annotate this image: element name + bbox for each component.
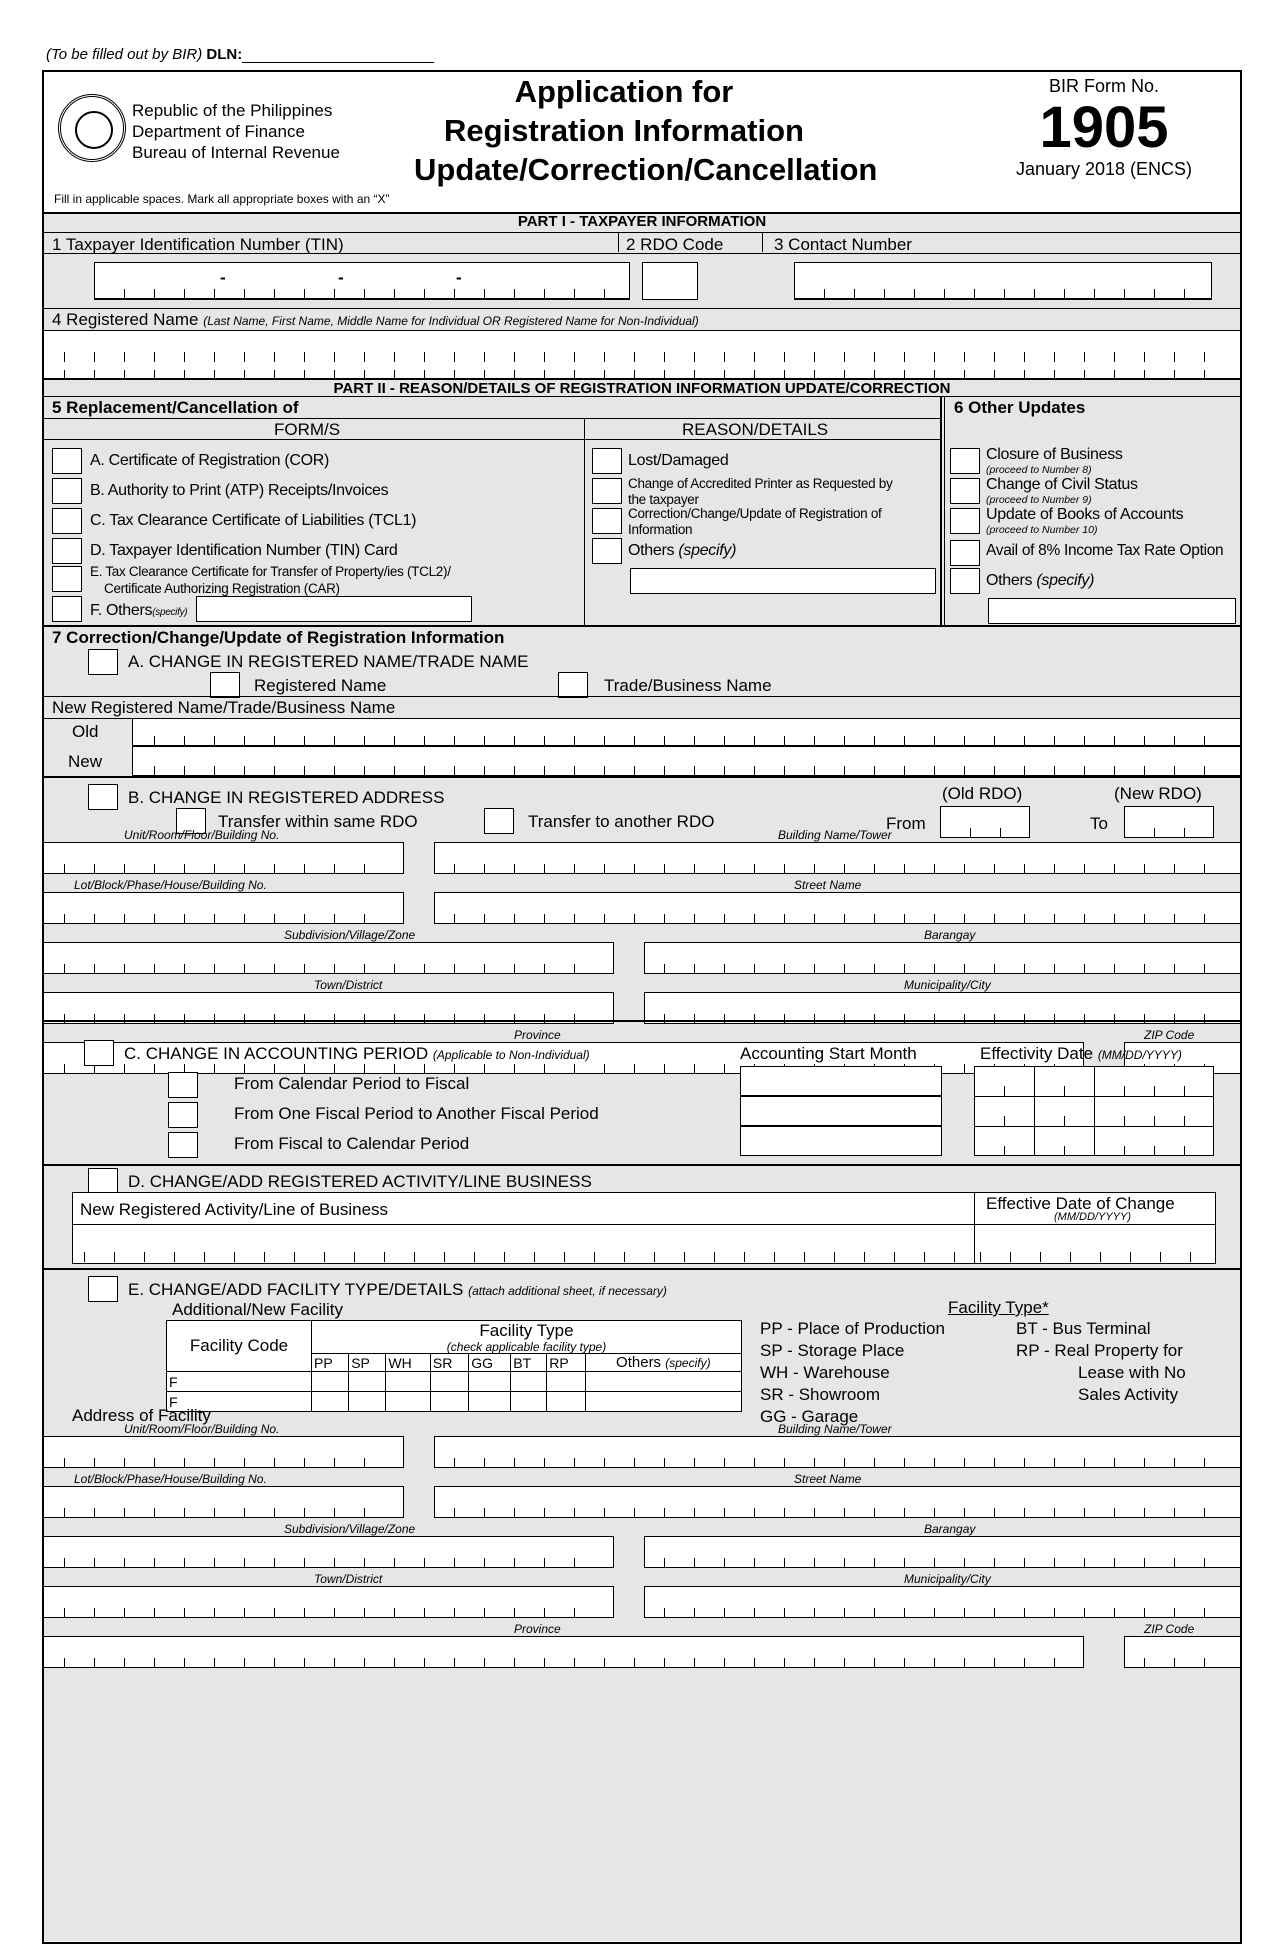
effectivity-date-label: Effectivity Date (MM/DD/YYYY) [980, 1044, 1182, 1063]
closure-note: (proceed to Number 8) [986, 464, 1092, 476]
books-note: (proceed to Number 10) [986, 524, 1098, 536]
reason-others-checkbox[interactable] [592, 538, 622, 564]
agency-line: Bureau of Internal Revenue [132, 143, 340, 162]
start-month-input-3[interactable] [740, 1126, 942, 1156]
facility-legend-left: PP - Place of Production SP - Storage Place WH - Warehouse SR - Showroom GG - Garage [760, 1319, 945, 1426]
tin-dash: - [220, 268, 226, 287]
change-name-title: A. CHANGE IN REGISTERED NAME/TRADE NAME [128, 652, 529, 671]
registered-address-town-label: Town/District [314, 978, 383, 992]
facility-row[interactable] [167, 1372, 742, 1392]
form-number: 1905 [1039, 95, 1169, 160]
books-checkbox[interactable] [950, 508, 980, 534]
other-updates-label: Others (specify) [986, 572, 1095, 589]
facility-legend-title: Facility Type* [948, 1298, 1049, 1317]
start-month-input-1[interactable] [740, 1066, 942, 1096]
registered-address-zip-label: ZIP Code [1144, 1028, 1195, 1042]
agency-block [132, 100, 340, 163]
form-f-specify-input[interactable] [196, 596, 472, 622]
facility-address-ticks [1144, 1658, 1230, 1668]
registered-name-checkbox[interactable] [210, 672, 240, 698]
eight-percent-checkbox[interactable] [950, 540, 980, 566]
form-a-label: A. Certificate of Registration (COR) [90, 452, 330, 469]
facility-type-header: Facility Type (check applicable facility type) [312, 1321, 742, 1354]
change-name-checkbox[interactable] [88, 649, 118, 675]
contact-ticks [794, 289, 1212, 299]
title-line: Registration Information [444, 113, 804, 148]
col-rp: RP [547, 1354, 585, 1372]
registered-address-street-label: Street Name [794, 878, 862, 892]
reason-header: REASON/DETAILS [682, 420, 829, 439]
facility-address-ticks [64, 1558, 604, 1568]
form-d-checkbox[interactable] [52, 538, 82, 564]
facility-address-municipality-label: Municipality/City [904, 1572, 991, 1586]
calendar-to-fiscal-label: From Calendar Period to Fiscal [234, 1074, 470, 1093]
registered-address-ticks [64, 914, 394, 924]
agency-line: Department of Finance [132, 122, 305, 141]
registered-address-unit-label: Unit/Room/Floor/Building No. [124, 828, 280, 842]
reason-printer-label-2: the taxpayer [628, 492, 699, 507]
registered-name-label: 4 Registered Name (Last Name, First Name, Middle Name for Individual OR Registered Name for Non-Individual) [52, 310, 699, 329]
form-version: January 2018 (ENCS) [1015, 159, 1193, 179]
reason-correction-label-2: Information [628, 522, 693, 537]
change-accounting-checkbox[interactable] [84, 1040, 114, 1066]
col-wh: WH [386, 1354, 430, 1372]
facility-address-ticks [454, 1508, 1230, 1518]
from-rdo-label: From [886, 814, 926, 833]
reason-lost-label: Lost/Damaged [628, 452, 729, 469]
registered-address-ticks [64, 1014, 604, 1024]
section5-title: 5 Replacement/Cancellation of [52, 398, 299, 417]
bir-seal-icon [58, 94, 126, 162]
effective-change-format: (MM/DD/YYYY) [1054, 1211, 1131, 1223]
facility-address-zip-label: ZIP Code [1144, 1622, 1195, 1636]
forms-header: FORM/S [274, 420, 341, 439]
facility-legend-right: BT - Bus Terminal RP - Real Property for Lease with No Sales Activity [1016, 1319, 1186, 1404]
registered-address-ticks [454, 914, 1230, 924]
facility-address-ticks [64, 1608, 604, 1618]
start-month-input-2[interactable] [740, 1096, 942, 1126]
registered-address-ticks [664, 964, 1230, 974]
fiscal-to-fiscal-label: From One Fiscal Period to Another Fiscal Period [234, 1104, 599, 1123]
facility-address-unit-label: Unit/Room/Floor/Building No. [124, 1422, 280, 1436]
rdo-label: 2 RDO Code [626, 235, 724, 254]
facility-address-province-label: Province [514, 1622, 561, 1636]
change-activity-checkbox[interactable] [88, 1168, 118, 1194]
fiscal-to-calendar-checkbox[interactable] [168, 1132, 198, 1158]
section6-title: 6 Other Updates [954, 398, 1086, 417]
facility-address-street-label: Street Name [794, 1472, 862, 1486]
change-accounting-title: C. CHANGE IN ACCOUNTING PERIOD (Applicable to Non-Individual) [124, 1044, 590, 1063]
facility-address-lot-label: Lot/Block/Phase/House/Building No. [74, 1472, 267, 1486]
facility-code-prefix: F [167, 1372, 312, 1392]
new-activity-input[interactable] [84, 1252, 964, 1262]
effective-change-input[interactable] [980, 1252, 1210, 1262]
change-address-title: B. CHANGE IN REGISTERED ADDRESS [128, 788, 445, 807]
tin-label: 1 Taxpayer Identification Number (TIN) [52, 235, 344, 254]
books-label: Update of Books of Accounts [986, 506, 1184, 523]
rdo-code-input[interactable] [642, 262, 698, 300]
registered-address-municipality-label: Municipality/City [904, 978, 991, 992]
new-rdo-label: (New RDO) [1114, 784, 1202, 803]
transfer-another-checkbox[interactable] [484, 808, 514, 834]
title-line: Application for [514, 74, 734, 109]
col-sr: SR [430, 1354, 468, 1372]
registered-address-ticks [664, 1014, 1230, 1024]
facility-code-prefix: F [167, 1392, 312, 1412]
form-f-label: F. Others(specify) [90, 602, 188, 619]
facility-address-ticks [64, 1458, 394, 1468]
reason-others-label: Others (specify) [628, 542, 737, 559]
registered-address-ticks [454, 864, 1230, 874]
facility-address-ticks [664, 1558, 1230, 1568]
old-rdo-label: (Old RDO) [942, 784, 1023, 803]
form-e-label: E. Tax Clearance Certificate for Transfer of Property/ies (TCL2)/ [90, 564, 451, 579]
closure-label: Closure of Business [986, 446, 1123, 463]
civil-status-checkbox[interactable] [950, 478, 980, 504]
change-facility-checkbox[interactable] [88, 1276, 118, 1302]
form-b-checkbox[interactable] [52, 478, 82, 504]
other-updates-input[interactable] [988, 598, 1236, 624]
reason-correction-checkbox[interactable] [592, 508, 622, 534]
registered-address-ticks [64, 864, 394, 874]
registered-name-option: Registered Name [254, 676, 387, 695]
reason-lost-checkbox[interactable] [592, 448, 622, 474]
civil-status-label: Change of Civil Status [986, 476, 1138, 493]
part1-title: PART I - TAXPAYER INFORMATION [517, 213, 767, 230]
other-updates-checkbox[interactable] [950, 568, 980, 594]
col-sp: SP [349, 1354, 386, 1372]
trade-name-checkbox[interactable] [558, 672, 588, 698]
form-a-checkbox[interactable] [52, 448, 82, 474]
form-c-checkbox[interactable] [52, 508, 82, 534]
facility-address-subdivision-label: Subdivision/Village/Zone [284, 1522, 416, 1536]
form-frame [42, 70, 1242, 1944]
dln-input[interactable] [242, 48, 434, 63]
fiscal-to-calendar-label: From Fiscal to Calendar Period [234, 1134, 470, 1153]
registered-address-building-label: Building Name/Tower [778, 828, 892, 842]
new-activity-label: New Registered Activity/Line of Business [80, 1200, 389, 1219]
additional-facility-label: Additional/New Facility [172, 1300, 344, 1319]
facility-address-ticks [64, 1508, 394, 1518]
form-b-label: B. Authority to Print (ATP) Receipts/Invoices [90, 482, 389, 499]
facility-address-town-label: Town/District [314, 1572, 383, 1586]
registered-address-ticks [64, 964, 604, 974]
agency-line: Republic of the Philippines [132, 101, 333, 120]
form-number-block [984, 76, 1224, 180]
contact-label: 3 Contact Number [774, 235, 912, 254]
tin-dash: - [456, 268, 462, 287]
transfer-within-label: Transfer within same RDO [218, 812, 418, 831]
tin-dash: - [338, 268, 344, 287]
section7-title: 7 Correction/Change/Update of Registration Information [52, 628, 505, 647]
form-e-checkbox[interactable] [52, 566, 82, 592]
closure-checkbox[interactable] [950, 448, 980, 474]
facility-row[interactable] [167, 1392, 742, 1412]
calendar-to-fiscal-checkbox[interactable] [168, 1072, 198, 1098]
col-pp: PP [312, 1354, 349, 1372]
facility-address-building-label: Building Name/Tower [778, 1422, 892, 1436]
old-name-label: Old [72, 722, 99, 741]
reason-printer-checkbox[interactable] [592, 478, 622, 504]
registered-address-subdivision-label: Subdivision/Village/Zone [284, 928, 416, 942]
fill-instruction: Fill in applicable spaces. Mark all appropriate boxes with an “X” [54, 192, 390, 206]
title-line: Update/Correction/Cancellation [414, 152, 878, 187]
registered-address-lot-label: Lot/Block/Phase/House/Building No. [74, 878, 267, 892]
col-gg: GG [469, 1354, 511, 1372]
civil-status-note: (proceed to Number 9) [986, 494, 1092, 506]
facility-address-barangay-label: Barangay [924, 1522, 976, 1536]
change-facility-title: E. CHANGE/ADD FACILITY TYPE/DETAILS (attach additional sheet, if necessary) [128, 1280, 667, 1299]
facility-code-header: Facility Code [167, 1321, 312, 1372]
facility-address-label: Address of Facility [72, 1406, 211, 1425]
facility-address-ticks [64, 1658, 1074, 1668]
new-name-label-row: New [68, 752, 103, 771]
reason-correction-label: Correction/Change/Update of Registration of [628, 506, 882, 521]
form-f-checkbox[interactable] [52, 596, 82, 622]
eight-percent-label: Avail of 8% Income Tax Rate Option [986, 542, 1224, 559]
to-rdo-label: To [1090, 814, 1108, 833]
change-activity-title: D. CHANGE/ADD REGISTERED ACTIVITY/LINE BUSINESS [128, 1172, 592, 1191]
new-name-label: New Registered Name/Trade/Business Name [52, 698, 396, 717]
facility-table [166, 1320, 742, 1412]
registered-address-barangay-label: Barangay [924, 928, 976, 942]
fiscal-to-fiscal-checkbox[interactable] [168, 1102, 198, 1128]
facility-address-ticks [664, 1608, 1230, 1618]
part2-title: PART II - REASON/DETAILS OF REGISTRATION INFORMATION UPDATE/CORRECTION [333, 380, 951, 397]
trade-name-option: Trade/Business Name [604, 676, 772, 695]
change-address-checkbox[interactable] [88, 784, 118, 810]
form-number-label: BIR Form No. [1048, 76, 1159, 96]
form-c-label: C. Tax Clearance Certificate of Liabilities (TCL1) [90, 512, 417, 529]
col-others: Others (specify) [585, 1354, 741, 1372]
reason-others-input[interactable] [630, 568, 936, 594]
transfer-another-label: Transfer to another RDO [528, 812, 715, 831]
form-title [414, 72, 878, 189]
dln-prefix: (To be filled out by BIR) [46, 46, 203, 63]
registered-address-province-label: Province [514, 1028, 561, 1042]
facility-address-ticks [454, 1458, 1230, 1468]
dln-field [46, 46, 434, 63]
col-bt: BT [511, 1354, 547, 1372]
accounting-start-label: Accounting Start Month [740, 1044, 917, 1063]
reason-printer-label: Change of Accredited Printer as Requested by [628, 476, 893, 491]
form-d-label: D. Taxpayer Identification Number (TIN) Card [90, 542, 398, 559]
effective-change-label: Effective Date of Change [986, 1194, 1175, 1213]
dln-label: DLN: [206, 46, 243, 63]
tin-ticks [94, 289, 630, 299]
form-e-label-2: Certificate Authorizing Registration (CAR) [104, 581, 340, 596]
